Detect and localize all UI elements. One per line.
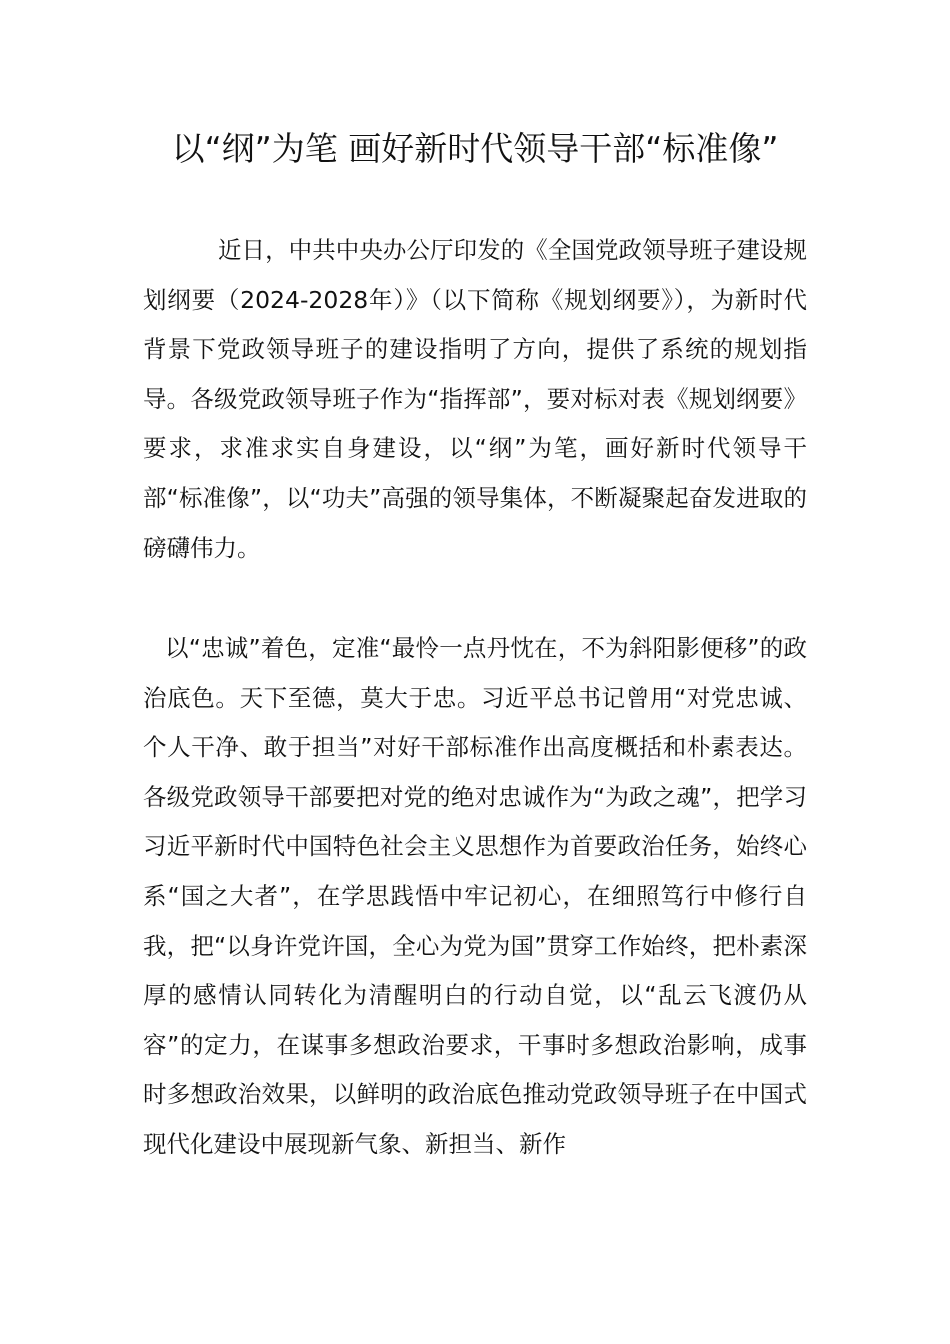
document-title: 以“纲”为笔 画好新时代领导干部“标准像”	[171, 129, 779, 168]
paragraph-intro: 近日，中共中央办公厅印发的《全国党政领导班子建设规划纲要（2024-2028年）》（以下简称《规划纲要》），为新时代背景下党政领导班子的建设指明了方向，提供了系统的规划指导。各级党政领导班子作为“指挥部”，要对标对表《规划纲要》要求，求准求实自身建设，以“纲”为笔，画好新时代领导干部“标准像”，以“功夫”高强的领导集体，不断凝聚起奋发进取的磅礴伟力。	[143, 236, 807, 562]
paragraph-loyalty: 以“忠诚”着色，定准“最怜一点丹忱在，不为斜阳影便移”的政治底色。天下至德，莫大于忠。习近平总书记曾用“对党忠诚、个人干净、敢于担当”对好干部标准作出高度概括和朴素表达。各级党政领导干部要把对党的绝对忠诚作为“为政之魂”，把学习习近平新时代中国特色社会主义思想作为首要政治任务，始终心系“国之大者”，在学思践悟中牢记初心，在细照笃行中修行自我，把“以身许党许国，全心为党为国”贯穿工作始终，把朴素深厚的感情认同转化为清醒明白的行动自觉，以“乱云飞渡仍从容”的定力，在谋事多想政治要求，干事时多想政治影响，成事时多想政治效果，以鲜明的政治底色推动党政领导班子在中国式现代化建设中展现新气象、新担当、新作	[143, 634, 807, 1158]
